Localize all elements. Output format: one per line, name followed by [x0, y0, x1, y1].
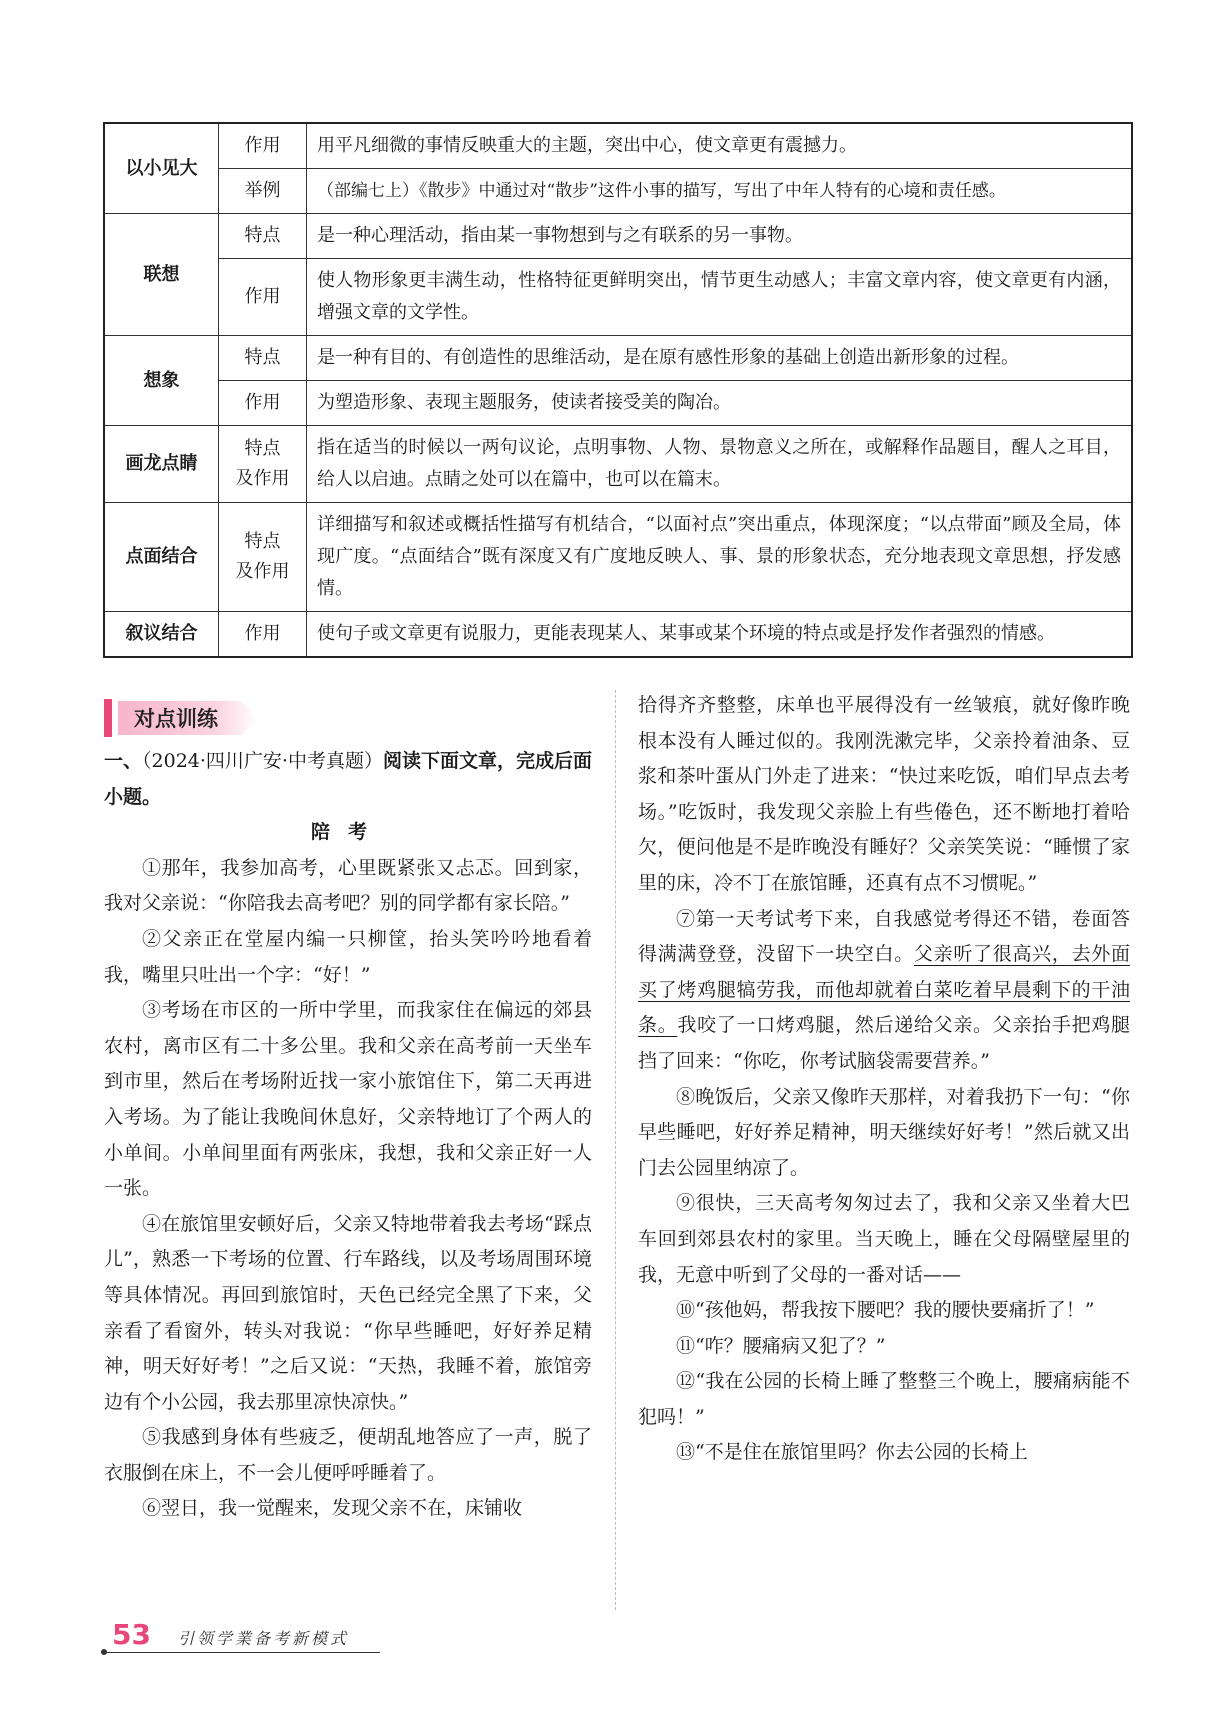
paragraph: ⑫“我在公园的长椅上睡了整整三个晚上，腰痛病能不犯吗！” [638, 1370, 1130, 1428]
attr-cell: 特点 [219, 214, 307, 259]
attr-cell: 作用 [219, 612, 307, 658]
writing-techniques-table [103, 122, 1133, 658]
paragraph: ⑤我感到身体有些疲乏，便胡乱地答应了一声，脱了衣服倒在床上，不一会儿便呼呼睡着了。 [104, 1426, 592, 1484]
desc-cell: 指在适当的时候以一两句议论，点明事物、人物、景物意义之所在，或解释作品题目，醒人之耳目，给人以启迪。点睛之处可以在篇中，也可以在篇末。 [307, 426, 1133, 503]
p7-text: ⑦第一天考试考下来，自我感觉考得还不错，卷面答得满满登登，没留下一块空白。 [638, 907, 1130, 966]
table-row [104, 336, 1132, 381]
question-prefix: 一、 [104, 750, 143, 772]
question-source: （2024·四川广安·中考真题） [142, 750, 383, 772]
table-row [104, 259, 1132, 336]
attr-cell: 作用 [219, 123, 307, 169]
paragraph-7 [638, 902, 1130, 1080]
table-row [104, 426, 1132, 503]
banner-accent-bar [104, 699, 112, 737]
section-banner [104, 699, 264, 737]
attr-cell: 特点 及作用 [219, 503, 307, 612]
section-title: 对点训练 [134, 707, 218, 731]
table-row [104, 612, 1132, 658]
desc-cell: 是一种心理活动，指由某一事物想到与之有联系的另一事物。 [307, 214, 1133, 259]
right-column [638, 688, 1130, 1471]
desc-cell: （部编七上）《散步》中通过对“散步”这件小事的描写，写出了中年人特有的心境和责任感。 [307, 169, 1133, 214]
attr-cell: 举例 [219, 169, 307, 214]
underlined-sentence: 父亲听了很高兴，去外面买了烤鸡腿犒劳我，而他却就着白菜吃着早晨剩下的干油条。 [638, 943, 1130, 1037]
table-row [104, 503, 1132, 612]
term-cell: 画龙点睛 [104, 426, 219, 503]
table-row [104, 123, 1132, 169]
paragraph: ③考场在市区的一所中学里，而我家住在偏远的郊县农村，离市区有二十多公里。我和父亲在高考前一天坐车到市里，然后在考场附近找一家小旅馆住下，第二天再进入考场。为了能让我晚间休息好，父亲特地订了个两人的小单间。小单间里面有两张床，我想，我和父亲正好一人一张。 [104, 999, 592, 1200]
question-intro [104, 744, 592, 815]
footer-slogan: 引领学業备考新模式 [178, 1629, 350, 1648]
desc-cell: 是一种有目的、有创造性的思维活动，是在原有感性形象的基础上创造出新形象的过程。 [307, 336, 1133, 381]
attr-cell: 作用 [219, 259, 307, 336]
desc-cell: 使句子或文章更有说服力，更能表现某人、某事或某个环境的特点或是抒发作者强烈的情感。 [307, 612, 1133, 658]
page-number: 53 [112, 1618, 151, 1651]
question-instruction: 阅读下面文章，完成后面小题。 [104, 750, 592, 808]
table-row [104, 214, 1132, 259]
paragraph: ①那年，我参加高考，心里既紧张又忐忑。回到家，我对父亲说：“你陪我去高考吧？别的同学都有家长陪。” [104, 856, 592, 915]
paragraph: ⑩“孩他妈，帮我按下腰吧？我的腰快要痛折了！” [676, 1299, 1095, 1322]
footer-dot-icon [101, 1649, 107, 1655]
paragraph: ⑧晚饭后，父亲又像昨天那样，对着我扔下一句：“你早些睡吧，好好养足精神，明天继续好好考！”然后就又出门去公园里纳凉了。 [638, 1085, 1130, 1179]
paragraph-continuation: 拾得齐齐整整，床单也平展得没有一丝皱痕，就好像昨晚根本没有人睡过似的。我刚洗漱完毕，父亲拎着油条、豆浆和茶叶蛋从门外走了进来：“快过来吃饭，咱们早点去考场。”吃饭时，我发现父亲脸上有些倦色，还不断地打着哈欠，便问他是不是昨晚没有睡好？父亲笑笑说：“睡惯了家里的床，冷不丁在旅馆睡，还真有点不习惯呢。” [638, 694, 1130, 894]
term-cell: 想象 [104, 336, 219, 426]
table-row [104, 169, 1132, 214]
desc-cell: 用平凡细微的事情反映重大的主题，突出中心，使文章更有震撼力。 [307, 123, 1133, 169]
p7-text: 我咬了一口烤鸡腿，然后递给父亲。父亲抬手把鸡腿挡了回来：“你吃，你考试脑袋需要营养。” [638, 1014, 1130, 1072]
term-cell: 点面结合 [104, 503, 219, 612]
paragraph: ⑥翌日，我一觉醒来，发现父亲不在，床铺收 [142, 1497, 523, 1520]
paragraph: ⑨很快，三天高考匆匆过去了，我和父亲又坐着大巴车回到郊县农村的家里。当天晚上，睡在父母隔壁屋里的我，无意中听到了父母的一番对话—— [638, 1192, 1130, 1286]
term-cell: 叙议结合 [104, 612, 219, 658]
desc-cell: 使人物形象更丰满生动，性格特征更鲜明突出，情节更生动感人；丰富文章内容，使文章更有内涵，增强文章的文学性。 [307, 259, 1133, 336]
attr-cell: 特点 及作用 [219, 426, 307, 503]
desc-cell: 为塑造形象、表现主题服务，使读者接受美的陶冶。 [307, 381, 1133, 426]
table-row [104, 381, 1132, 426]
article-title: 陪考 [310, 821, 385, 844]
term-cell: 联想 [104, 214, 219, 336]
left-column [104, 744, 592, 1527]
column-divider [615, 690, 616, 1610]
term-cell: 以小见大 [104, 123, 219, 214]
attr-cell: 特点 [219, 336, 307, 381]
desc-cell: 详细描写和叙述或概括性描写有机结合，“以面衬点”突出重点，体现深度；“以点带面”顾及全局，体现广度。“点面结合”既有深度又有广度地反映人、事、景的形象状态，充分地表现文章思想，抒发感情。 [307, 503, 1133, 612]
footer-rule [105, 1652, 380, 1653]
paragraph: ④在旅馆里安顿好后，父亲又特地带着我去考场“踩点儿”，熟悉一下考场的位置、行车路线，以及考场周围环境等具体情况。再回到旅馆时，天色已经完全黑了下来，父亲看了看窗外，转头对我说：“你早些睡吧，好好养足精神，明天好好考！”之后又说：“天热，我睡不着，旅馆旁边有个小公园，我去那里凉快凉快。” [104, 1212, 592, 1413]
paragraph: ②父亲正在堂屋内编一只柳筐，抬头笑吟吟地看着我，嘴里只吐出一个字：“好！” [104, 927, 592, 986]
paragraph: ⑪“咋？腰痛病又犯了？” [676, 1334, 886, 1357]
attr-cell: 作用 [219, 381, 307, 426]
paragraph: ⑬“不是住在旅馆里吗？你去公园的长椅上 [676, 1441, 1028, 1464]
